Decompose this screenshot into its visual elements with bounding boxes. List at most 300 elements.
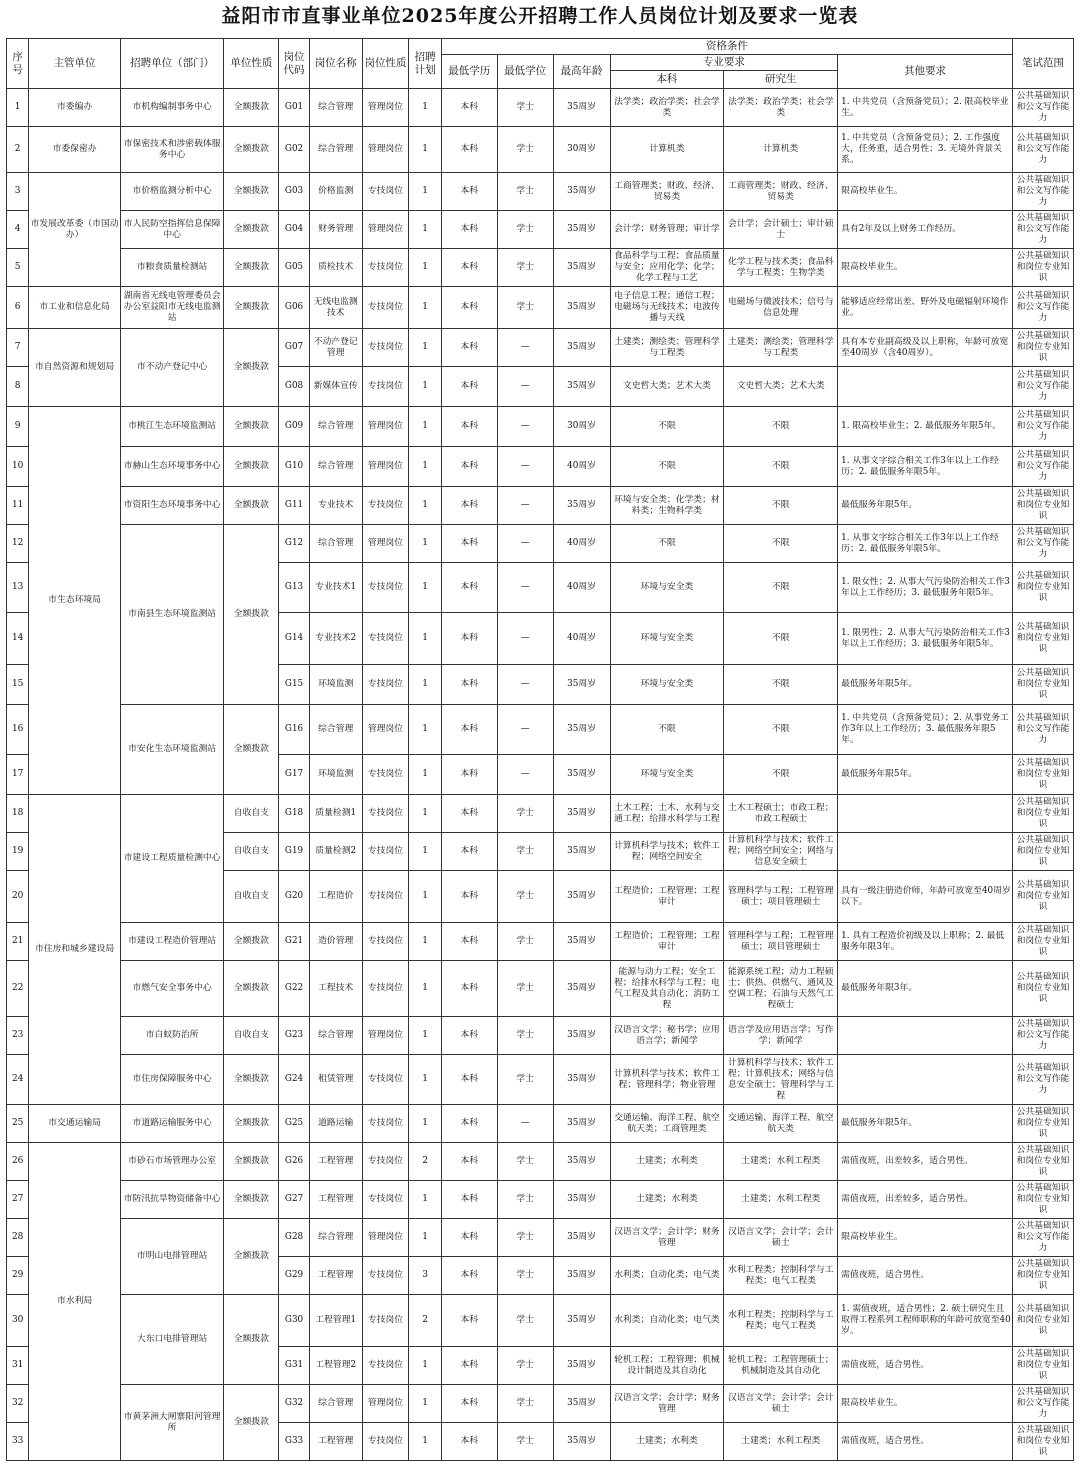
- cell-exam: 公共基础知识和公文写作能力: [1012, 287, 1073, 329]
- cell-unit: 市资阳生态环境事务中心: [120, 487, 224, 525]
- cell-nature: 自收自支: [224, 795, 279, 833]
- cell-exam: 公共基础知识和岗位专业知识: [1012, 871, 1073, 923]
- cell-exam: 公共基础知识和岗位专业知识: [1012, 613, 1073, 665]
- cell-unit: 市防汛抗旱物资储备中心: [120, 1181, 224, 1219]
- cell-exam: 公共基础知识和公文写作能力: [1012, 127, 1073, 173]
- header-post-type: 岗位性质: [362, 39, 409, 89]
- cell-seq: 4: [7, 211, 29, 249]
- cell-degree: 学士: [497, 1055, 553, 1105]
- cell-seq: 23: [7, 1017, 29, 1055]
- cell-edu: 本科: [441, 287, 497, 329]
- header-major: 专业要求: [610, 55, 838, 71]
- cell-plan: 1: [409, 525, 442, 563]
- cell-seq: 13: [7, 563, 29, 613]
- cell-exam: 公共基础知识和公文写作能力: [1012, 705, 1073, 755]
- cell-other: 限高校毕业生。: [838, 1219, 1013, 1257]
- cell-bachelor-major: 环境与安全类: [610, 755, 724, 795]
- cell-degree: —: [497, 755, 553, 795]
- cell-code: G10: [279, 447, 309, 487]
- cell-degree: —: [497, 525, 553, 563]
- cell-code: G13: [279, 563, 309, 613]
- cell-other: 1. 限女性；2. 从事大气污染防治相关工作3年以上工作经历；3. 最低服务年限5年。: [838, 563, 1013, 613]
- cell-other: 1. 限高校毕业生；2. 最低服务年限5年。: [838, 407, 1013, 447]
- table-row: [7, 1143, 1074, 1181]
- cell-nature: 全额拨款: [224, 487, 279, 525]
- cell-other: 具有本专业副高级及以上职称，年龄可放宽至40周岁（含40周岁）。: [838, 329, 1013, 367]
- cell-edu: 本科: [441, 961, 497, 1017]
- cell-degree: 学士: [497, 923, 553, 961]
- cell-exam: 公共基础知识和岗位专业知识: [1012, 563, 1073, 613]
- cell-bachelor-major: 土建类；水利类: [610, 1423, 724, 1461]
- cell-degree: 学士: [497, 249, 553, 287]
- cell-edu: 本科: [441, 755, 497, 795]
- table-row: [7, 127, 1074, 173]
- cell-grad-major: 土建类；水利工程类: [724, 1181, 838, 1219]
- cell-age: 35周岁: [553, 1295, 610, 1347]
- cell-degree: 学士: [497, 1423, 553, 1461]
- cell-post-type: 专技岗位: [362, 833, 409, 871]
- cell-dept: 市交通运输局: [29, 1105, 120, 1143]
- cell-bachelor-major: 土建类；测绘类；管理科学与工程类: [610, 329, 724, 367]
- header-dept: 主管单位: [29, 39, 120, 89]
- cell-dept: 市发展改革委（市国动办）: [29, 173, 120, 287]
- cell-edu: 本科: [441, 1257, 497, 1295]
- cell-nature: 全额拨款: [224, 329, 279, 407]
- cell-degree: —: [497, 705, 553, 755]
- cell-seq: 20: [7, 871, 29, 923]
- cell-post: 综合管理: [309, 1219, 362, 1257]
- cell-age: 35周岁: [553, 961, 610, 1017]
- cell-exam: 公共基础知识和公文写作能力: [1012, 211, 1073, 249]
- cell-other: 1. 限男性；2. 从事大气污染防治相关工作3年以上工作经历；3. 最低服务年限5年。: [838, 613, 1013, 665]
- header-edu: 最低学历: [441, 55, 497, 89]
- cell-seq: 2: [7, 127, 29, 173]
- cell-post: 道路运输: [309, 1105, 362, 1143]
- cell-unit: 市明山电排管理站: [120, 1219, 224, 1295]
- cell-age: 35周岁: [553, 1143, 610, 1181]
- cell-post-type: 专技岗位: [362, 1055, 409, 1105]
- cell-plan: 1: [409, 665, 442, 705]
- cell-bachelor-major: 土木工程；土木、水利与交通工程；给排水科学与工程: [610, 795, 724, 833]
- cell-bachelor-major: 汉语言文学；会计学；财务管理: [610, 1385, 724, 1423]
- cell-exam: 公共基础知识和公文写作能力: [1012, 1219, 1073, 1257]
- cell-code: G25: [279, 1105, 309, 1143]
- cell-code: G22: [279, 961, 309, 1017]
- table-row: [7, 525, 1074, 563]
- cell-degree: —: [497, 1105, 553, 1143]
- cell-other: [838, 367, 1013, 407]
- cell-unit: 市人民防空指挥信息保障中心: [120, 211, 224, 249]
- cell-code: G16: [279, 705, 309, 755]
- cell-dept: 市住房和城乡建设局: [29, 795, 120, 1105]
- cell-unit: 市砂石市场管理办公室: [120, 1143, 224, 1181]
- cell-degree: 学士: [497, 1295, 553, 1347]
- cell-post: 专业技术2: [309, 613, 362, 665]
- header-code: 岗位代码: [279, 39, 309, 89]
- table-row: [7, 447, 1074, 487]
- table-row: [7, 407, 1074, 447]
- cell-nature: 全额拨款: [224, 1385, 279, 1461]
- cell-exam: 公共基础知识和公文写作能力: [1012, 525, 1073, 563]
- header-qualification: 资格条件: [441, 39, 1012, 55]
- cell-bachelor-major: 不限: [610, 407, 724, 447]
- cell-nature: 全额拨款: [224, 1055, 279, 1105]
- cell-code: G19: [279, 833, 309, 871]
- cell-age: 35周岁: [553, 705, 610, 755]
- cell-post: 质量检测1: [309, 795, 362, 833]
- cell-unit: 市安化生态环境监测站: [120, 705, 224, 795]
- table-row: [7, 287, 1074, 329]
- cell-exam: 公共基础知识和岗位专业知识: [1012, 249, 1073, 287]
- cell-code: G23: [279, 1017, 309, 1055]
- cell-dept: 市生态环境局: [29, 407, 120, 795]
- cell-exam: 公共基础知识和岗位专业知识: [1012, 1423, 1073, 1461]
- cell-grad-major: 汉语言文学；会计学；会计硕士: [724, 1385, 838, 1423]
- table-row: [7, 961, 1074, 1017]
- cell-edu: 本科: [441, 1219, 497, 1257]
- cell-code: G07: [279, 329, 309, 367]
- cell-exam: 公共基础知识和公文写作能力: [1012, 447, 1073, 487]
- cell-seq: 5: [7, 249, 29, 287]
- cell-grad-major: 电磁场与微波技术；信号与信息处理: [724, 287, 838, 329]
- cell-exam: 公共基础知识和岗位专业知识: [1012, 795, 1073, 833]
- cell-other: 具有2年及以上财务工作经历。: [838, 211, 1013, 249]
- cell-edu: 本科: [441, 1347, 497, 1385]
- cell-post-type: 专技岗位: [362, 961, 409, 1017]
- cell-bachelor-major: 汉语言文学；会计学；财务管理: [610, 1219, 724, 1257]
- cell-other: [838, 1017, 1013, 1055]
- cell-post-type: 专技岗位: [362, 1257, 409, 1295]
- cell-exam: 公共基础知识和岗位专业知识: [1012, 1105, 1073, 1143]
- cell-grad-major: 管理科学与工程；工程管理硕士；项目管理硕士: [724, 871, 838, 923]
- cell-edu: 本科: [441, 127, 497, 173]
- header-grad: 研究生: [724, 71, 838, 89]
- cell-code: G06: [279, 287, 309, 329]
- cell-dept: 市工业和信息化局: [29, 287, 120, 329]
- table-row: [7, 211, 1074, 249]
- cell-age: 35周岁: [553, 249, 610, 287]
- cell-seq: 31: [7, 1347, 29, 1385]
- cell-other: 1. 从事文字综合相关工作3年以上工作经历；2. 最低服务年限5年。: [838, 447, 1013, 487]
- cell-post: 综合管理: [309, 447, 362, 487]
- cell-nature: 全额拨款: [224, 173, 279, 211]
- cell-post: 综合管理: [309, 705, 362, 755]
- cell-other: [838, 833, 1013, 871]
- cell-other: 1. 需值夜班，适合男性；2. 硕士研究生且取得工程系列工程师职称的年龄可放宽至40岁。: [838, 1295, 1013, 1347]
- cell-post: 工程造价: [309, 871, 362, 923]
- cell-edu: 本科: [441, 795, 497, 833]
- table-row: [7, 487, 1074, 525]
- cell-unit: 市价格监测分析中心: [120, 173, 224, 211]
- cell-unit: 市桃江生态环境监测站: [120, 407, 224, 447]
- cell-grad-major: 土木工程硕士；市政工程；市政工程硕士: [724, 795, 838, 833]
- cell-nature: 全额拨款: [224, 447, 279, 487]
- cell-edu: 本科: [441, 1385, 497, 1423]
- cell-degree: 学士: [497, 1347, 553, 1385]
- cell-grad-major: 工商管理类；财政、经济、贸易类: [724, 173, 838, 211]
- cell-plan: 1: [409, 923, 442, 961]
- table-row: [7, 249, 1074, 287]
- cell-seq: 21: [7, 923, 29, 961]
- cell-edu: 本科: [441, 613, 497, 665]
- cell-other: [838, 1055, 1013, 1105]
- cell-bachelor-major: 环境与安全类；化学类；材料类；生物科学类: [610, 487, 724, 525]
- header-nature: 单位性质: [224, 39, 279, 89]
- cell-post: 工程管理: [309, 1423, 362, 1461]
- cell-age: 40周岁: [553, 563, 610, 613]
- cell-other: 1. 中共党员（含预备党员）；2. 工作强度大，任务重，适合男性；3. 无境外背景关系。: [838, 127, 1013, 173]
- cell-seq: 30: [7, 1295, 29, 1347]
- cell-edu: 本科: [441, 249, 497, 287]
- cell-grad-major: 管理科学与工程；工程管理硕士；项目管理硕士: [724, 923, 838, 961]
- cell-post-type: 专技岗位: [362, 249, 409, 287]
- cell-post-type: 专技岗位: [362, 1295, 409, 1347]
- cell-nature: 全额拨款: [224, 1105, 279, 1143]
- cell-unit: 市粮食质量检测站: [120, 249, 224, 287]
- cell-code: G21: [279, 923, 309, 961]
- cell-post-type: 管理岗位: [362, 1017, 409, 1055]
- table-row: [7, 1055, 1074, 1105]
- cell-degree: 学士: [497, 173, 553, 211]
- table-row: [7, 1385, 1074, 1423]
- cell-plan: 1: [409, 613, 442, 665]
- cell-degree: 学士: [497, 871, 553, 923]
- cell-age: 35周岁: [553, 173, 610, 211]
- cell-edu: 本科: [441, 367, 497, 407]
- cell-plan: 1: [409, 755, 442, 795]
- cell-bachelor-major: 会计学；财务管理；审计学: [610, 211, 724, 249]
- cell-code: G14: [279, 613, 309, 665]
- cell-exam: 公共基础知识和公文写作能力: [1012, 407, 1073, 447]
- cell-unit: 市住房保障服务中心: [120, 1055, 224, 1105]
- cell-degree: 学士: [497, 1017, 553, 1055]
- cell-other: 限高校毕业生。: [838, 249, 1013, 287]
- cell-nature: 全额拨款: [224, 249, 279, 287]
- cell-bachelor-major: 水利类；自动化类；电气类: [610, 1257, 724, 1295]
- cell-grad-major: 不限: [724, 407, 838, 447]
- cell-other: 能够适应经常出差、野外及电磁辐射环境作业。: [838, 287, 1013, 329]
- cell-code: G15: [279, 665, 309, 705]
- header-age: 最高年龄: [553, 55, 610, 89]
- cell-age: 40周岁: [553, 447, 610, 487]
- cell-degree: —: [497, 367, 553, 407]
- cell-post-type: 专技岗位: [362, 287, 409, 329]
- cell-bachelor-major: 水利类；自动化类；电气类: [610, 1295, 724, 1347]
- cell-post: 质检技术: [309, 249, 362, 287]
- cell-plan: 1: [409, 89, 442, 127]
- cell-edu: 本科: [441, 1423, 497, 1461]
- cell-edu: 本科: [441, 923, 497, 961]
- cell-plan: 1: [409, 795, 442, 833]
- cell-bachelor-major: 法学类；政治学类；社会学类: [610, 89, 724, 127]
- cell-exam: 公共基础知识和岗位专业知识: [1012, 1347, 1073, 1385]
- cell-exam: 公共基础知识和岗位专业知识: [1012, 1295, 1073, 1347]
- cell-bachelor-major: 能源与动力工程；安全工程；给排水科学与工程；电气工程及其自动化；消防工程: [610, 961, 724, 1017]
- cell-edu: 本科: [441, 1143, 497, 1181]
- cell-degree: 学士: [497, 89, 553, 127]
- cell-seq: 26: [7, 1143, 29, 1181]
- cell-grad-major: 计算机类: [724, 127, 838, 173]
- cell-grad-major: 土建类；水利工程类: [724, 1143, 838, 1181]
- cell-plan: 1: [409, 1017, 442, 1055]
- cell-post-type: 管理岗位: [362, 89, 409, 127]
- cell-age: 40周岁: [553, 613, 610, 665]
- cell-seq: 3: [7, 173, 29, 211]
- cell-post-type: 专技岗位: [362, 367, 409, 407]
- cell-grad-major: 水利工程类；控制科学与工程类；电气工程类: [724, 1295, 838, 1347]
- header-exam: 笔试范围: [1012, 39, 1073, 89]
- cell-exam: 公共基础知识和岗位专业知识: [1012, 665, 1073, 705]
- cell-edu: 本科: [441, 447, 497, 487]
- cell-post-type: 专技岗位: [362, 1347, 409, 1385]
- cell-post: 综合管理: [309, 1385, 362, 1423]
- cell-exam: 公共基础知识和岗位专业知识: [1012, 1181, 1073, 1219]
- table-row: [7, 1017, 1074, 1055]
- cell-unit: 市黄茅洲大闸寨阳河管理所: [120, 1385, 224, 1461]
- cell-plan: 1: [409, 211, 442, 249]
- cell-edu: 本科: [441, 1017, 497, 1055]
- cell-seq: 25: [7, 1105, 29, 1143]
- cell-age: 35周岁: [553, 755, 610, 795]
- cell-other: 最低服务年限5年。: [838, 755, 1013, 795]
- cell-seq: 28: [7, 1219, 29, 1257]
- cell-grad-major: 不限: [724, 613, 838, 665]
- cell-grad-major: 不限: [724, 563, 838, 613]
- cell-other: 需值夜班，出差较多，适合男性。: [838, 1143, 1013, 1181]
- cell-age: 35周岁: [553, 1055, 610, 1105]
- cell-exam: 公共基础知识和公文写作能力: [1012, 89, 1073, 127]
- cell-post-type: 管理岗位: [362, 1219, 409, 1257]
- table-row: [7, 173, 1074, 211]
- cell-other: 1. 中共党员（含预备党员）；2. 从事党务工作3年以上工作经历；3. 最低服务年限5年。: [838, 705, 1013, 755]
- cell-degree: 学士: [497, 1143, 553, 1181]
- cell-age: 35周岁: [553, 871, 610, 923]
- cell-edu: 本科: [441, 871, 497, 923]
- cell-code: G18: [279, 795, 309, 833]
- cell-post-type: 管理岗位: [362, 211, 409, 249]
- cell-grad-major: 土建类；水利工程类: [724, 1423, 838, 1461]
- cell-age: 35周岁: [553, 1105, 610, 1143]
- cell-post: 不动产登记管理: [309, 329, 362, 367]
- cell-bachelor-major: 计算机类: [610, 127, 724, 173]
- cell-seq: 22: [7, 961, 29, 1017]
- cell-post: 综合管理: [309, 407, 362, 447]
- cell-degree: 学士: [497, 833, 553, 871]
- cell-nature: 全额拨款: [224, 1181, 279, 1219]
- header-unit: 招聘单位（部门）: [120, 39, 224, 89]
- cell-other: 最低服务年限5年。: [838, 487, 1013, 525]
- cell-grad-major: 计算机科学与技术；软件工程；计算机技术；网络与信息安全硕士；管理科学与工程: [724, 1055, 838, 1105]
- table-row: [7, 329, 1074, 367]
- cell-post: 质量检测2: [309, 833, 362, 871]
- cell-post-type: 专技岗位: [362, 1105, 409, 1143]
- cell-age: 35周岁: [553, 1257, 610, 1295]
- cell-unit: 市白蚁防治所: [120, 1017, 224, 1055]
- cell-edu: 本科: [441, 407, 497, 447]
- cell-code: G05: [279, 249, 309, 287]
- cell-degree: 学士: [497, 1385, 553, 1423]
- cell-exam: 公共基础知识和岗位专业知识: [1012, 961, 1073, 1017]
- cell-other: [838, 795, 1013, 833]
- cell-unit: 市建设工程质量检测中心: [120, 795, 224, 923]
- cell-code: G28: [279, 1219, 309, 1257]
- cell-bachelor-major: 不限: [610, 447, 724, 487]
- cell-dept: 市委编办: [29, 89, 120, 127]
- cell-edu: 本科: [441, 833, 497, 871]
- cell-post: 综合管理: [309, 89, 362, 127]
- cell-post-type: 专技岗位: [362, 1143, 409, 1181]
- cell-age: 35周岁: [553, 923, 610, 961]
- cell-bachelor-major: 计算机科学与技术；软件工程；网络空间安全: [610, 833, 724, 871]
- cell-plan: 1: [409, 1105, 442, 1143]
- cell-dept: 市水利局: [29, 1143, 120, 1461]
- cell-exam: 公共基础知识和岗位专业知识: [1012, 755, 1073, 795]
- cell-code: G30: [279, 1295, 309, 1347]
- cell-post: 工程管理1: [309, 1295, 362, 1347]
- cell-post-type: 管理岗位: [362, 447, 409, 487]
- cell-unit: 市建设工程造价管理站: [120, 923, 224, 961]
- cell-other: 限高校毕业生。: [838, 173, 1013, 211]
- cell-seq: 9: [7, 407, 29, 447]
- header-degree: 最低学位: [497, 55, 553, 89]
- cell-bachelor-major: 交通运输、海洋工程、航空航天类；工商管理类: [610, 1105, 724, 1143]
- cell-edu: 本科: [441, 1295, 497, 1347]
- cell-exam: 公共基础知识和公文写作能力: [1012, 173, 1073, 211]
- cell-exam: 公共基础知识和岗位专业知识: [1012, 833, 1073, 871]
- cell-nature: 全额拨款: [224, 525, 279, 705]
- cell-age: 35周岁: [553, 367, 610, 407]
- cell-nature: 全额拨款: [224, 89, 279, 127]
- cell-post-type: 管理岗位: [362, 127, 409, 173]
- cell-bachelor-major: 环境与安全类: [610, 665, 724, 705]
- cell-other: 需值夜班，出差较多，适合男性。: [838, 1181, 1013, 1219]
- cell-seq: 12: [7, 525, 29, 563]
- cell-edu: 本科: [441, 1181, 497, 1219]
- cell-unit: 市保密技术和涉密载体服务中心: [120, 127, 224, 173]
- cell-seq: 6: [7, 287, 29, 329]
- cell-code: G17: [279, 755, 309, 795]
- cell-grad-major: 土建类；测绘类；管理科学与工程类: [724, 329, 838, 367]
- cell-grad-major: 水利工程类；控制科学与工程类；电气工程类: [724, 1257, 838, 1295]
- cell-seq: 27: [7, 1181, 29, 1219]
- cell-seq: 24: [7, 1055, 29, 1105]
- cell-nature: 全额拨款: [224, 127, 279, 173]
- cell-post-type: 专技岗位: [362, 923, 409, 961]
- cell-bachelor-major: 工程造价；工程管理；工程审计: [610, 923, 724, 961]
- cell-age: 30周岁: [553, 407, 610, 447]
- cell-unit: 市机构编制事务中心: [120, 89, 224, 127]
- cell-post: 工程管理: [309, 1257, 362, 1295]
- cell-degree: 学士: [497, 211, 553, 249]
- cell-degree: —: [497, 665, 553, 705]
- cell-plan: 1: [409, 367, 442, 407]
- cell-exam: 公共基础知识和公文写作能力: [1012, 1055, 1073, 1105]
- cell-plan: 1: [409, 249, 442, 287]
- cell-bachelor-major: 食品科学与工程；食品质量与安全；应用化学；化学；化学工程与工艺: [610, 249, 724, 287]
- cell-seq: 32: [7, 1385, 29, 1423]
- cell-post: 工程管理: [309, 1143, 362, 1181]
- cell-age: 35周岁: [553, 287, 610, 329]
- cell-dept: 市自然资源和规划局: [29, 329, 120, 407]
- cell-post-type: 专技岗位: [362, 795, 409, 833]
- table-row: [7, 1295, 1074, 1347]
- cell-degree: 学士: [497, 795, 553, 833]
- cell-age: 35周岁: [553, 833, 610, 871]
- cell-bachelor-major: 环境与安全类: [610, 563, 724, 613]
- cell-seq: 8: [7, 367, 29, 407]
- cell-code: G31: [279, 1347, 309, 1385]
- cell-post-type: 专技岗位: [362, 487, 409, 525]
